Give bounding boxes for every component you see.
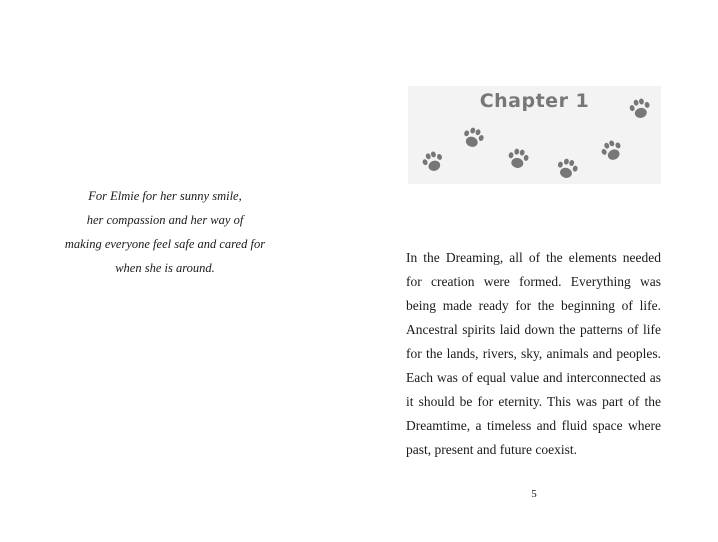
page-number: 5 [531,488,537,500]
paw-print-icon [551,153,583,185]
dedication [52,184,278,280]
dedication-line: making everyone feel safe and cared for [64,237,266,251]
dedication-line: For Elmie for her sunny smile, [88,189,242,203]
dedication-line: when she is around. [115,261,215,275]
chapter-title: Chapter 1 [479,90,590,112]
paw-print-icon [503,144,533,174]
paw-print-icon [625,94,656,125]
paw-print-icon [416,145,449,178]
chapter-body-paragraph: In the Dreaming, all of the elements needed for creation were formed. Everything was being made ready for the beginning of life. Ancestral spirits laid down the patterns of life for the lands, rivers, sky, animals and peoples. Each was of equal value and interconnected as it should be for eternity. This was part of the Dreamtime, a timeless and fluid space where past, present and future coexist. [406,250,661,457]
paw-print-icon [595,134,630,169]
dedication-line: her compassion and her way of [86,213,244,227]
paw-print-icon [457,122,490,155]
chapter-banner [408,86,661,184]
